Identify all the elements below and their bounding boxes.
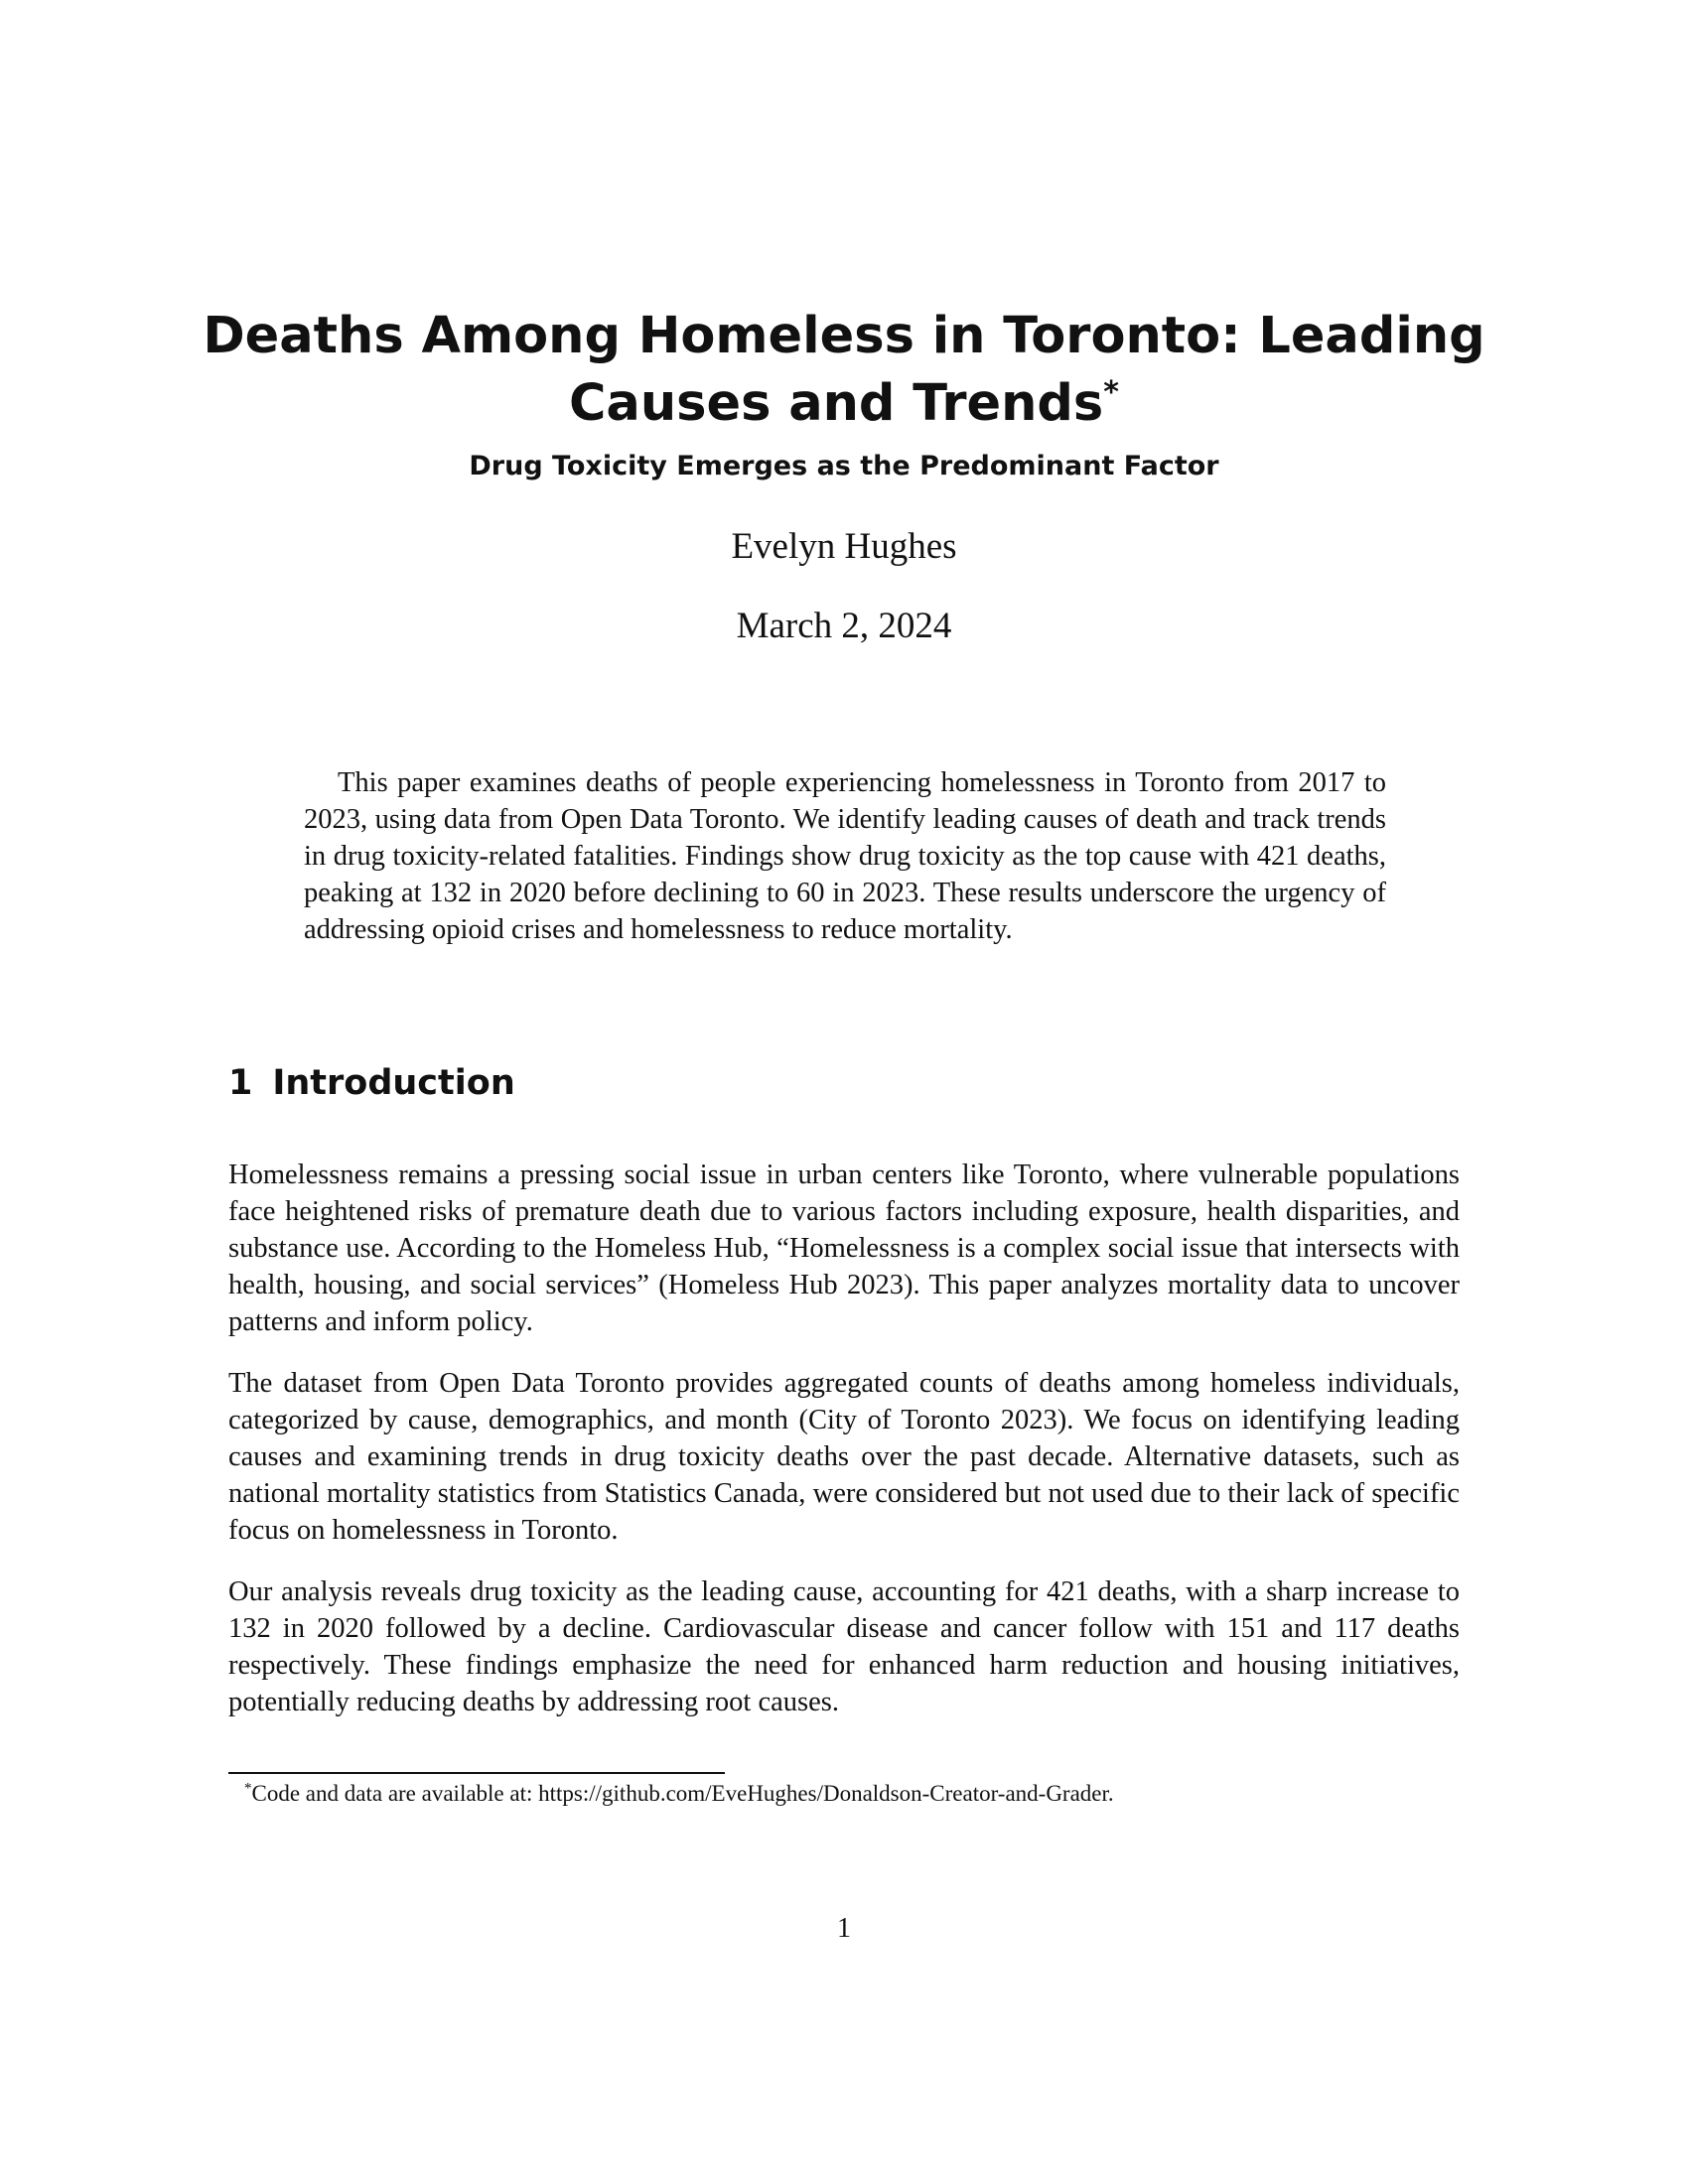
page-number: 1 xyxy=(837,1913,851,1944)
paper-subtitle: Drug Toxicity Emerges as the Predominant Factor xyxy=(469,451,1219,481)
title-line-2: Causes and Trends xyxy=(569,374,1104,433)
footnote-text[interactable]: Code and data are available at: https://github.com/EveHughes/Donaldson-Creator-and-Grader. xyxy=(251,1781,1114,1806)
title-footnote-marker[interactable]: * xyxy=(1103,375,1119,410)
introduction-paragraph-1: Homelessness remains a pressing social issue in urban centers like Toronto, where vulnerable populations face heightened risks of premature death due to various factors including exposure, health disparities, and substance use. According to the Homeless Hub, “Homelessness is a complex social issue that intersects with health, housing, and social services” (Homeless Hub 2023). This paper analyzes mortality data to uncover patterns and inform policy. xyxy=(228,1160,1460,1337)
publication-date: March 2, 2024 xyxy=(736,606,952,646)
section-title: Introduction xyxy=(272,1063,515,1103)
footnote-divider xyxy=(228,1772,725,1774)
section-heading-introduction xyxy=(228,1060,515,1106)
abstract: This paper examines deaths of people experiencing homelessness in Toronto from 2017 to 2023, using data from Open Data Toronto. We identify leading causes of death and track trends in drug toxicity-related fatalities. Findings show drug toxicity as the top cause with 421 deaths, peaking at 132 in 2020 before declining to 60 in 2023. These results underscore the urgency of addressing opioid crises and homelessness to reduce mortality. xyxy=(304,767,1386,945)
introduction-paragraph-3: Our analysis reveals drug toxicity as the leading cause, accounting for 421 deaths, with a sharp increase to 132 in 2020 followed by a decline. Cardiovascular disease and cancer follow with 151 and 117 deaths respectively. These findings emphasize the need for enhanced harm reduction and housing initiatives, potentially reducing deaths by addressing root causes. xyxy=(228,1576,1460,1717)
introduction-paragraph-2: The dataset from Open Data Toronto provides aggregated counts of deaths among homeless individuals, categorized by cause, demographics, and month (City of Toronto 2023). We focus on identifying leading causes and examining trends in drug toxicity deaths over the past decade. Alternative datasets, such as national mortality statistics from Statistics Canada, were considered but not used due to their lack of specific focus on homelessness in Toronto. xyxy=(228,1368,1460,1546)
author-name: Evelyn Hughes xyxy=(731,526,957,567)
title-line-1: Deaths Among Homeless in Toronto: Leading xyxy=(203,307,1485,365)
section-number: 1 xyxy=(228,1063,253,1103)
paper-title xyxy=(199,303,1489,438)
footnote-marker: * xyxy=(244,1780,252,1797)
footnote xyxy=(244,1779,1466,1809)
